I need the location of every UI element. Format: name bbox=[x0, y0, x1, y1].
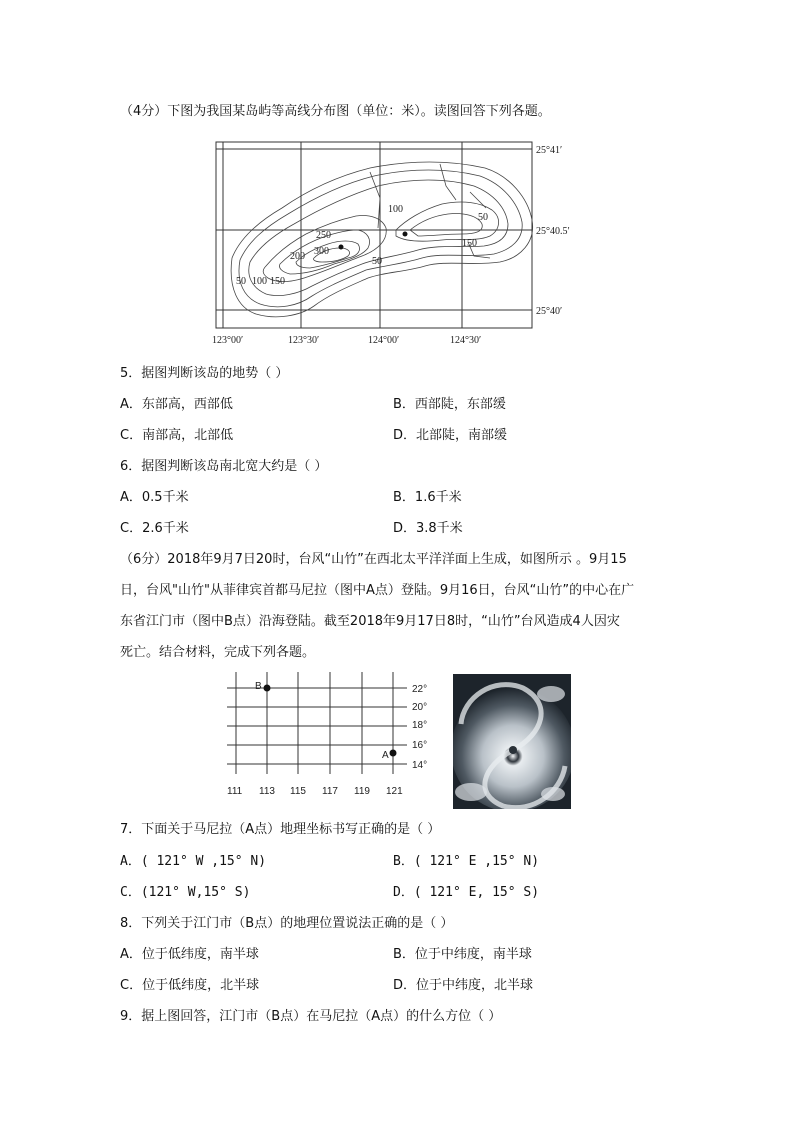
question-6-option-d[interactable]: D．3.8千米 bbox=[393, 521, 463, 536]
question-6-stem: 6．据图判断该岛南北宽大约是（ ） bbox=[120, 459, 328, 474]
typhoon-satellite-image bbox=[453, 674, 571, 809]
contour-label: 200 bbox=[290, 251, 305, 262]
grid-lon-label: 121 bbox=[386, 786, 403, 797]
question-9-stem: 9．据上图回答，江门市（B点）在马尼拉（A点）的什么方位（ ） bbox=[120, 1009, 502, 1024]
longitude-label: 124°30′ bbox=[450, 335, 482, 346]
peak-marker-west bbox=[339, 245, 344, 250]
contour-label: 50 bbox=[236, 276, 246, 287]
question-8-option-c[interactable]: C．位于低纬度，北半球 bbox=[120, 978, 260, 993]
grid-lon-label: 117 bbox=[322, 786, 338, 797]
question-5-stem: 5．据图判断该岛的地势（ ） bbox=[120, 366, 289, 381]
contour-label: 150 bbox=[270, 276, 285, 287]
map-grid bbox=[216, 142, 532, 328]
question-group-1-intro: （4分）下图为我国某岛屿等高线分布图（单位：米）。读图回答下列各题。 bbox=[120, 104, 551, 119]
question-5-option-a[interactable]: A．东部高，西部低 bbox=[120, 397, 233, 412]
contour-label: 50 bbox=[372, 256, 382, 267]
grid-lat-label: 20° bbox=[412, 702, 428, 713]
passage-line: （6分）2018年9月7日20时，台风“山竹”在西北太平洋洋面上生成，如图所示 。9月15 bbox=[120, 552, 627, 567]
latlon-grid-map bbox=[222, 670, 442, 800]
grid-lines bbox=[227, 672, 407, 774]
question-8-option-a[interactable]: A．位于低纬度，南半球 bbox=[120, 947, 259, 962]
contour-label: 100 bbox=[388, 204, 403, 215]
grid-lon-label: 113 bbox=[259, 786, 275, 797]
longitude-label: 123°00′ bbox=[212, 335, 244, 346]
grid-lon-label: 111 bbox=[227, 786, 243, 797]
question-7-option-b[interactable]: B．( 121° E ,15° N) bbox=[393, 854, 540, 869]
latitude-label: 25°41′ bbox=[536, 145, 563, 156]
passage-line: 死亡。结合材料，完成下列各题。 bbox=[120, 645, 316, 660]
passage-line: 日，台风"山竹"从菲律宾首都马尼拉（图中A点）登陆。9月16日，台风“山竹”的中心在广 bbox=[120, 583, 635, 598]
question-8-option-b[interactable]: B．位于中纬度，南半球 bbox=[393, 947, 532, 962]
question-7-option-a[interactable]: A．( 121° W ,15° N) bbox=[120, 854, 267, 869]
question-7-option-d[interactable]: D．( 121° E, 15° S) bbox=[393, 885, 540, 900]
contour-label: 250 bbox=[316, 230, 331, 241]
question-8-stem: 8．下列关于江门市（B点）的地理位置说法正确的是（ ） bbox=[120, 916, 454, 931]
contour-label: 300 bbox=[314, 246, 329, 257]
latitude-label: 25°40′ bbox=[536, 306, 563, 317]
grid-lat-label: 14° bbox=[412, 760, 428, 771]
contour-label: 150 bbox=[462, 238, 477, 249]
grid-lat-label: 18° bbox=[412, 720, 428, 731]
point-a-marker bbox=[390, 750, 397, 757]
question-7-option-c[interactable]: C．(121° W,15° S) bbox=[120, 885, 251, 900]
question-5-option-d[interactable]: D．北部陡，南部缓 bbox=[393, 428, 508, 443]
passage-line: 东省江门市（图中B点）沿海登陆。截至2018年9月17日8时，“山竹”台风造成4人因灾 bbox=[120, 614, 620, 629]
grid-lon-label: 115 bbox=[290, 786, 306, 797]
question-6-option-a[interactable]: A．0.5千米 bbox=[120, 490, 189, 505]
island-contour-map bbox=[210, 138, 590, 348]
question-6-option-c[interactable]: C．2.6千米 bbox=[120, 521, 189, 536]
peak-marker-east bbox=[403, 232, 408, 237]
question-8-option-d[interactable]: D．位于中纬度，北半球 bbox=[393, 978, 534, 993]
question-5-option-c[interactable]: C．南部高，北部低 bbox=[120, 428, 234, 443]
question-7-stem: 7．下面关于马尼拉（A点）地理坐标书写正确的是（ ） bbox=[120, 822, 441, 837]
contour-label: 100 bbox=[252, 276, 267, 287]
question-6-option-b[interactable]: B．1.6千米 bbox=[393, 490, 462, 505]
point-a-label: A bbox=[382, 750, 389, 761]
grid-lon-label: 119 bbox=[354, 786, 370, 797]
question-5-option-b[interactable]: B．西部陡，东部缓 bbox=[393, 397, 506, 412]
longitude-label: 124°00′ bbox=[368, 335, 400, 346]
point-b-label: B bbox=[255, 681, 262, 692]
contour-lines bbox=[231, 162, 532, 317]
grid-lat-label: 16° bbox=[412, 740, 428, 751]
longitude-label: 123°30′ bbox=[288, 335, 320, 346]
grid-lat-label: 22° bbox=[412, 684, 428, 695]
latitude-label: 25°40.5′ bbox=[536, 226, 570, 237]
contour-label: 50 bbox=[478, 212, 488, 223]
point-b-marker bbox=[264, 685, 271, 692]
